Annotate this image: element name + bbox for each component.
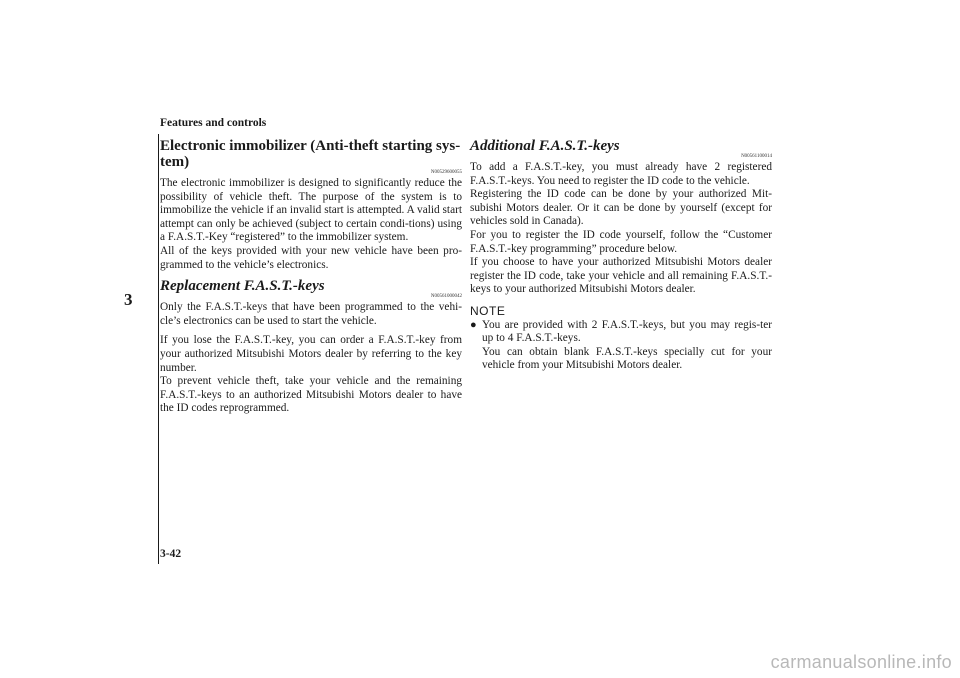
paragraph: If you lose the F.A.S.T.-key, you can order a F.A.S.T.-key from your authorized Mitsubishi Motors dealer by referring to the key number. bbox=[160, 334, 462, 374]
section-code: N00561000042 bbox=[430, 294, 462, 300]
paragraph: To add a F.A.S.T.-key, you must already have 2 registered F.A.S.T.-keys. You need to register the ID code to the vehicle. bbox=[470, 161, 772, 187]
paragraph: If you choose to have your authorized Mitsubishi Motors dealer register the ID code, take your vehicle and all remaining F.A.S.T.-keys to your authorized Mitsubishi Motors dealer. bbox=[470, 256, 772, 296]
left-column bbox=[160, 138, 462, 416]
note-item bbox=[470, 319, 772, 373]
paragraph: Only the F.A.S.T.-keys that have been programmed to the vehi-cle’s electronics can be used to start the vehicle. bbox=[160, 301, 462, 327]
note-paragraph: You can obtain blank F.A.S.T.-keys specially cut for your vehicle from your Mitsubishi Motors dealer. bbox=[482, 345, 772, 372]
running-header: Features and controls bbox=[160, 117, 267, 129]
note-paragraph: You are provided with 2 F.A.S.T.-keys, but you may regis-ter up to 4 F.A.S.T.-keys. bbox=[482, 318, 772, 345]
paragraph: All of the keys provided with your new vehicle have been pro-grammed to the vehicle’s electronics. bbox=[160, 244, 462, 271]
paragraph: For you to register the ID code yourself, follow the “Customer F.A.S.T.-key programming” procedure below. bbox=[470, 228, 772, 255]
chapter-number: 3 bbox=[124, 290, 133, 309]
section-heading-replacement-keys: Replacement F.A.S.T.-keys bbox=[160, 278, 325, 295]
paragraph: Registering the ID code can be done by your authorized Mit-subishi Motors dealer. Or it can be done by yourself (except for vehicles sold in Canada). bbox=[470, 188, 772, 228]
section-heading-additional-keys: Additional F.A.S.T.-keys bbox=[470, 138, 620, 154]
page-number: 3-42 bbox=[160, 548, 182, 560]
section-code: N00561100014 bbox=[741, 154, 772, 159]
paragraph: The electronic immobilizer is designed to significantly reduce the possibility of vehicle theft. The purpose of the system is to immobilize the vehicle if an invalid start is attempted. A valid start attempt can only be achieved (subject to certain condi-tions) using a F.A.S.T.-Key “registered” to the immobilizer system. bbox=[160, 177, 462, 244]
note-text bbox=[482, 319, 772, 373]
note-label: NOTE bbox=[470, 303, 506, 318]
right-column bbox=[470, 138, 772, 373]
chapter-tab-divider bbox=[118, 134, 159, 564]
watermark: carmanualsonline.info bbox=[770, 652, 952, 672]
bullet-icon: ● bbox=[470, 318, 477, 331]
section-code: N00529600055 bbox=[430, 170, 462, 175]
section-heading-immobilizer: Electronic immobilizer (Anti-theft starting sys-tem) bbox=[160, 138, 461, 170]
paragraph: To prevent vehicle theft, take your vehicle and the remaining F.A.S.T.-keys to an authorized Mitsubishi Motors dealer to have the ID codes reprogrammed. bbox=[160, 375, 462, 415]
